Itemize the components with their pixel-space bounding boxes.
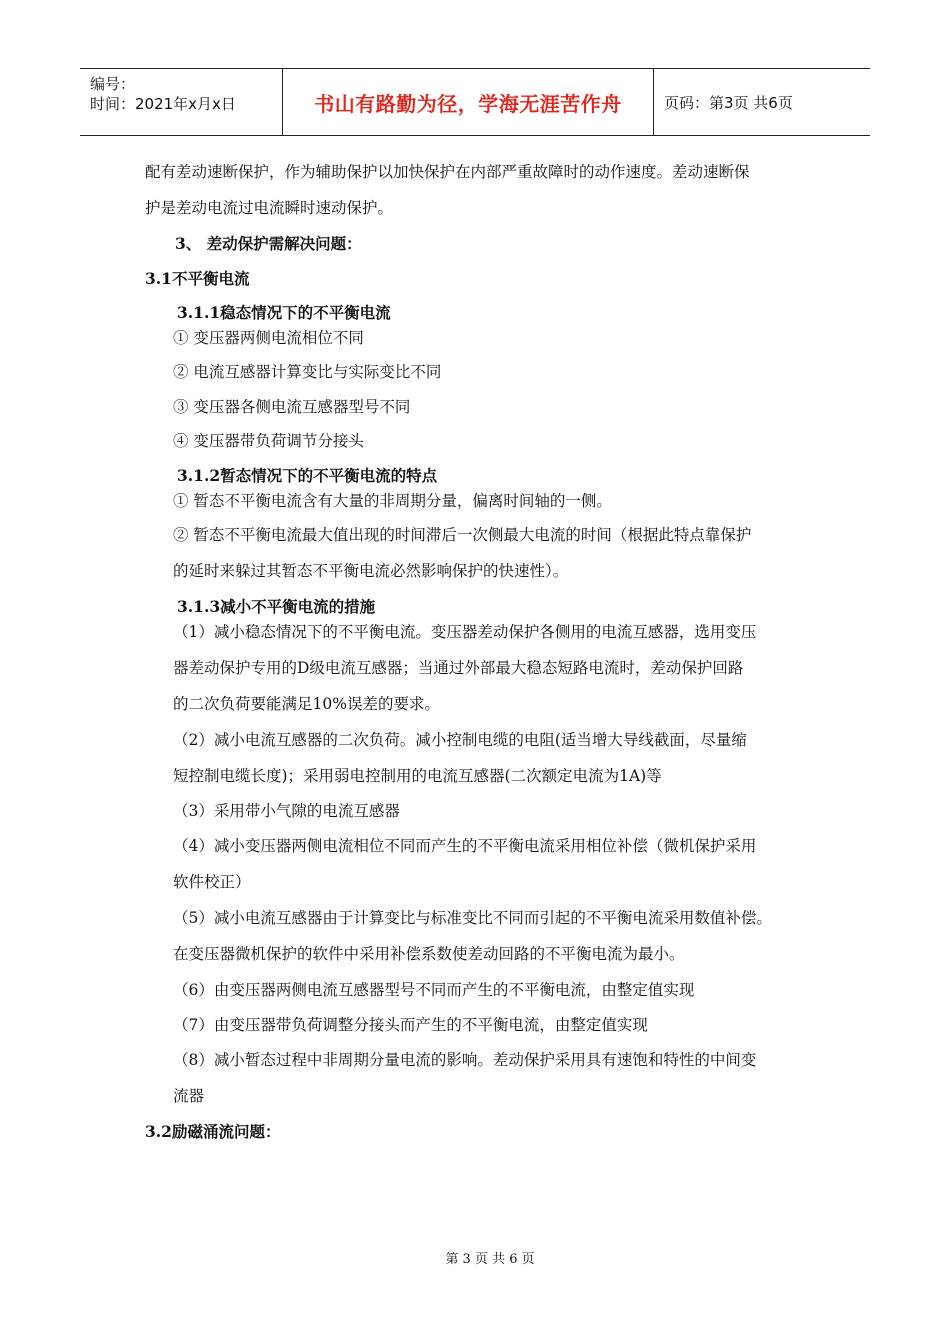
list-item: ① 暂态不平衡电流含有大量的非周期分量，偏离时间轴的一侧。: [173, 492, 612, 510]
section-heading-3: 3、 差动保护需解决问题：: [175, 234, 362, 253]
section-heading-3-1-3: 3.1.3减小不平衡电流的措施: [177, 597, 376, 616]
section-heading-3-1-2: 3.1.2暂态情况下的不平衡电流的特点: [177, 466, 438, 485]
measure-item-continuation: 在变压器微机保护的软件中采用补偿系数使差动回路的不平衡电流为最小。: [173, 945, 685, 963]
header-page-info-cell: [654, 69, 870, 135]
measure-item: （2）减小电流互感器的二次负荷。减小控制电缆的电阻(适当增大导线截面，尽量缩: [173, 731, 747, 749]
measure-item-continuation: 器差动保护专用的D级电流互感器；当通过外部最大稳态短路电流时，差动保护回路: [173, 659, 744, 677]
measure-item-continuation: 的二次负荷要能满足10%误差的要求。: [173, 695, 440, 713]
list-item: ③ 变压器各侧电流互感器型号不同: [173, 398, 411, 416]
list-item-continuation: 的延时来躲过其暂态不平衡电流必然影响保护的快速性）。: [173, 562, 569, 580]
measure-item: （1）减小稳态情况下的不平衡电流。变压器差动保护各侧用的电流互感器，选用变压: [173, 623, 757, 641]
measure-item: （5）减小电流互感器由于计算变比与标准变比不同而引起的不平衡电流采用数值补偿。: [173, 909, 772, 927]
header-page-info: 页码：第3页 共6页: [664, 93, 793, 112]
paragraph-line: 护是差动电流过电流瞬时速动保护。: [145, 199, 394, 217]
page-header: [80, 68, 870, 136]
section-heading-3-2: 3.2励磁涌流问题：: [145, 1122, 281, 1141]
list-item: ① 变压器两侧电流相位不同: [173, 329, 364, 347]
measure-item-continuation: 软件校正）: [173, 873, 251, 891]
document-date-label: 时间：2021年x月x日: [90, 95, 236, 113]
measure-item-continuation: 流器: [173, 1087, 205, 1105]
measure-item: （7）由变压器带负荷调整分接头而产生的不平衡电流，由整定值实现: [173, 1016, 648, 1034]
list-item: ② 暂态不平衡电流最大值出现的时间滞后一次侧最大电流的时间（根据此特点靠保护: [173, 526, 752, 544]
measure-item: （8）减小暂态过程中非周期分量电流的影响。差动保护采用具有速饱和特性的中间变: [173, 1051, 757, 1069]
document-number-label: 编号：: [90, 75, 136, 93]
measure-item: （3）采用带小气隙的电流互感器: [173, 802, 400, 820]
section-heading-3-1: 3.1不平衡电流: [145, 269, 250, 288]
list-item: ④ 变压器带负荷调节分接头: [173, 432, 364, 450]
measure-item-continuation: 短控制电缆长度)；采用弱电控制用的电流互感器(二次额定电流为1A)等: [173, 767, 662, 785]
section-heading-3-1-1: 3.1.1稳态情况下的不平衡电流: [177, 303, 391, 322]
header-motto-cell: [282, 69, 654, 135]
list-item: ② 电流互感器计算变比与实际变比不同: [173, 363, 442, 381]
page-footer: 第 3 页 共 6 页: [445, 1252, 535, 1267]
header-meta: [80, 69, 282, 135]
measure-item: （6）由变压器两侧电流互感器型号不同而产生的不平衡电流，由整定值实现: [173, 981, 695, 999]
measure-item: （4）减小变压器两侧电流相位不同而产生的不平衡电流采用相位补偿（微机保护采用: [173, 837, 757, 855]
header-motto: 书山有路勤为径，学海无涯苦作舟: [314, 91, 622, 116]
paragraph-line: 配有差动速断保护，作为辅助保护以加快保护在内部严重故障时的动作速度。差动速断保: [145, 163, 750, 181]
